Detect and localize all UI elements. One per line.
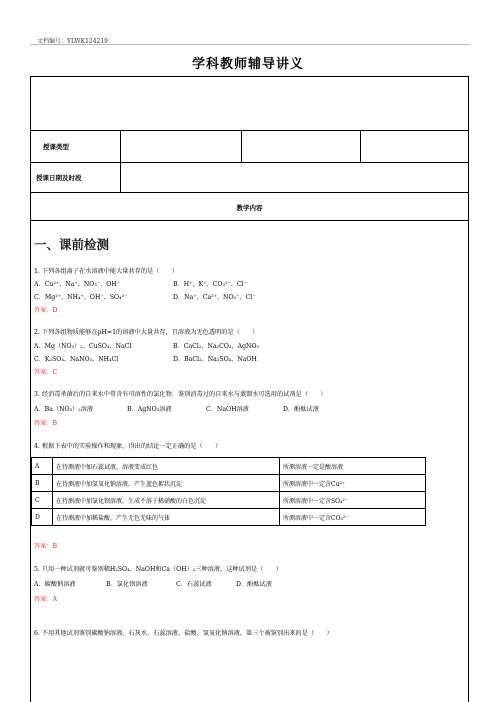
table-cell: B (32, 475, 53, 492)
lesson-type-label: 授课类型 (43, 143, 69, 151)
header-rule (30, 44, 470, 45)
document-number: 文档编号：YLWK124219 (37, 38, 108, 45)
table-row (32, 475, 426, 492)
q5-option-d: D．酚酞试液 (236, 581, 272, 588)
teaching-content-label: 教学内容 (236, 204, 263, 212)
question-1-stem: 1. 下列各组离子在水溶液中能大量共存的是（ ） (34, 268, 178, 275)
q1-option-b: B．H⁺、K⁺、CO₃²⁻、Cl⁻ (173, 281, 247, 288)
section-heading: 一、课前检测 (34, 237, 110, 252)
table-cell: A (32, 458, 53, 475)
table-cell: 所测溶液中一定含SO₄²⁻ (280, 492, 426, 509)
question-5-stem: 5. 只用一种试剂就可鉴别稀H₂SO₄、NaOH和Ca（OH）₂三种溶液，这种试剂是（ ） (34, 566, 282, 573)
table-cell: 所测溶液中一定含Cu²⁺ (280, 475, 426, 492)
q5-answer: 答案：A (34, 596, 58, 603)
q4-answer: 答案：B (34, 543, 58, 550)
q5-option-b: B．氯化钡溶液 (106, 581, 148, 588)
q2-option-c: C．K₂SO₄、NaNO₃、NH₄Cl (34, 356, 119, 363)
table-cell: 所测溶液一定是酸溶液 (280, 458, 426, 475)
table-cell: C (32, 492, 53, 509)
table-cell: D (32, 509, 53, 526)
question-3-stem: 3. 经消毒杀菌后的自来水中常含有可溶性的氯化物．鉴别消毒过的自来水与蒸馏水可选用的试剂是（ ） (34, 391, 327, 398)
table-cell: 在待测液中加石蕊试液，溶液变成红色 (53, 458, 280, 475)
q3-option-b: B．AgNO₃溶液 (127, 406, 172, 413)
lesson-type-cell-2[interactable] (242, 131, 359, 161)
q2-answer: 答案：C (34, 369, 58, 376)
question-2-stem: 2. 下列各组物质能够在pH=1的溶液中大量共存，且溶液为无色透明的是（ ） (34, 329, 259, 336)
table-cell: 在待测液中加氢氧化钠溶液，产生蓝色絮状沉淀 (53, 475, 280, 492)
q3-option-c: C．NaOH溶液 (206, 406, 249, 413)
table-row (32, 458, 426, 475)
question-4-stem: 4. 根据下表中的实验操作和现象，得出的结论一定正确的是（ ） (34, 443, 222, 450)
q2-option-a: A．Mg（NO₃）₂、CuSO₄、NaCl (34, 343, 132, 350)
q2-option-b: B．CaCl₂、Na₂CO₃、AgNO₃ (173, 343, 259, 350)
q5-option-c: C．石蕊试液 (176, 581, 212, 588)
q1-option-a: A．Cu²⁺、Na⁺、NO₃⁻、OH⁻ (34, 281, 121, 288)
q3-option-d: D．酚酞试液 (283, 406, 319, 413)
q2-option-d: D．BaCl₂、Na₂SO₄、NaOH (173, 356, 257, 363)
table-cell: 在待测液中加稀盐酸，产生无色无味的气体 (53, 509, 280, 526)
lesson-date-label: 授课日期及时段 (36, 174, 82, 182)
lesson-frame (30, 76, 469, 702)
table-row (32, 509, 426, 526)
experiment-table (31, 457, 426, 526)
row-divider (31, 220, 468, 221)
page-title: 学科教师辅导讲义 (191, 57, 304, 72)
table-row (32, 492, 426, 509)
row-divider (31, 192, 468, 193)
lesson-type-cell-3[interactable] (361, 131, 469, 161)
lesson-type-row (31, 130, 468, 162)
q1-option-c: C．Mg²⁺、NH₄⁺、OH⁻、SO₄²⁻ (34, 294, 128, 301)
q3-option-a: A．Ba（NO₃）₂溶液 (34, 406, 94, 413)
q3-answer: 答案：B (34, 420, 58, 427)
q5-option-a: A．碳酸钠溶液 (34, 581, 76, 588)
table-cell: 在待测液中加氯化钡溶液，生成不溶于稀硝酸的白色沉淀 (53, 492, 280, 509)
lesson-type-cell-1[interactable] (121, 131, 240, 161)
question-6-stem: 6. 不用其他试剂鉴别碳酸钠溶液、石灰水、石蕊溶液、盐酸、氢氧化钠溶液，第三个被鉴别出来的是（ ） (34, 630, 333, 637)
q1-option-d: D．Na⁺、Ca²⁺、NO₃⁻、Cl⁻ (173, 294, 256, 301)
table-cell: 所测溶液中一定含CO₃²⁻ (280, 509, 426, 526)
lesson-date-cell[interactable] (121, 163, 469, 191)
q1-answer: 答案：D (34, 307, 58, 314)
lesson-date-row (31, 162, 468, 192)
